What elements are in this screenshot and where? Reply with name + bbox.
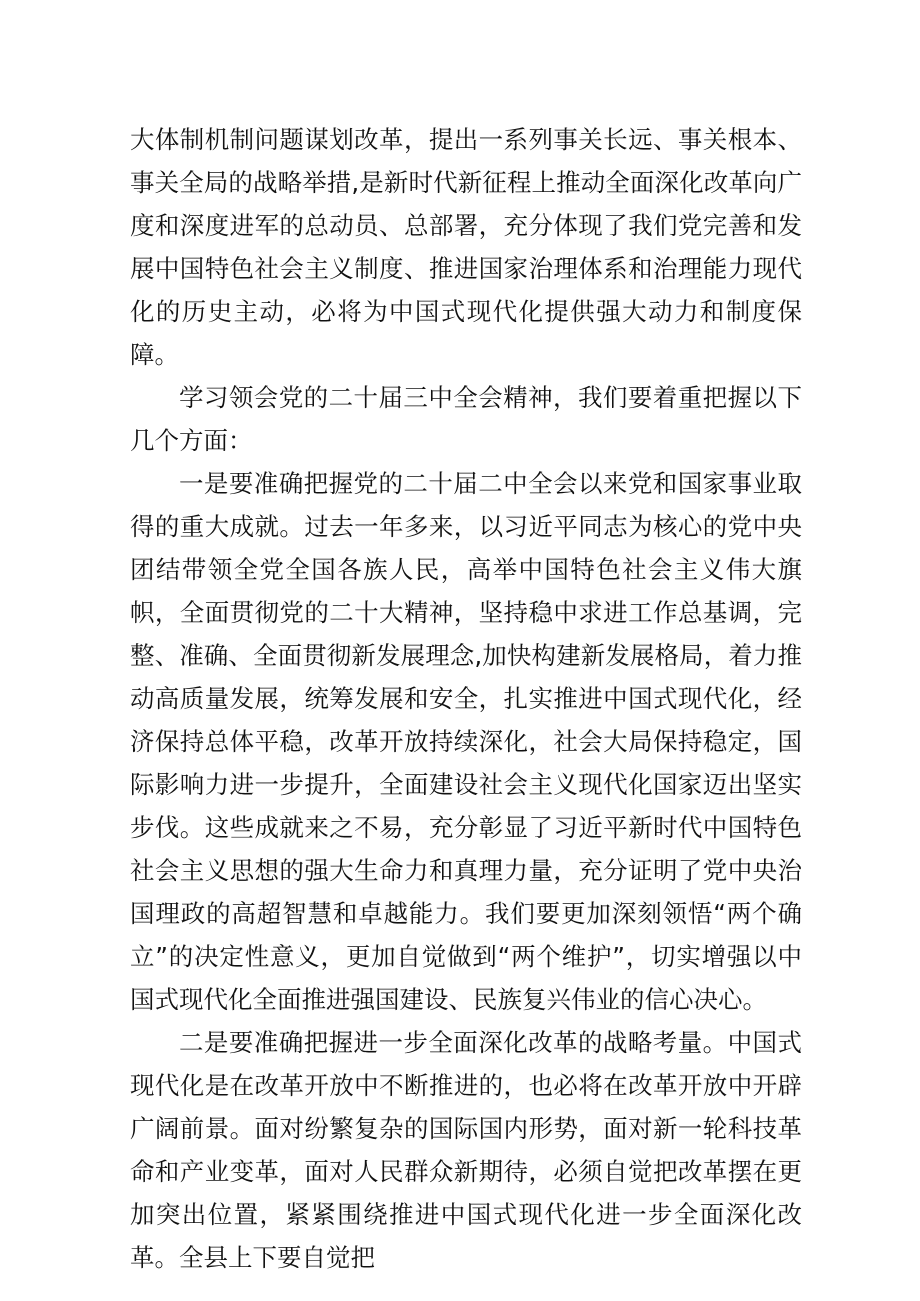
document-body <box>130 118 802 1279</box>
paragraph-intro: 学习领会党的二十届三中全会精神，我们要着重把握以下几个方面： <box>130 383 802 455</box>
paragraph-continuation: 大体制机制问题谋划改革，提出一系列事关长远、事关根本、事关全局的战略举措,是新时代新征程上推动全面深化改革向广度和深度进军的总动员、总部署，充分体现了我们党完善和发展中国特色社会主义制度、推进国家治理体系和治理能力现代化的历史主动，必将为中国式现代化提供强大动力和制度保障。 <box>130 125 802 369</box>
paragraph-point-two: 二是要准确把握进一步全面深化改革的战略考量。中国式现代化是在改革开放中不断推进的，也必将在改革开放中开辟广阔前景。面对纷繁复杂的国际国内形势，面对新一轮科技革命和产业变革，面对人民群众新期待，必须自觉把改革摆在更加突出位置，紧紧围绕推进中国式现代化进一步全面深化改革。全县上下要自觉把 <box>130 1028 802 1272</box>
paragraph-point-one: 一是要准确把握党的二十届二中全会以来党和国家事业取得的重大成就。过去一年多来，以习近平同志为核心的党中央团结带领全党全国各族人民，高举中国特色社会主义伟大旗帜，全面贯彻党的二十大精神，坚持稳中求进工作总基调，完整、准确、全面贯彻新发展理念,加快构建新发展格局，着力推动高质量发展，统筹发展和安全，扎实推进中国式现代化，经济保持总体平稳，改革开放持续深化，社会大局保持稳定，国际影响力进一步提升，全面建设社会主义现代化国家迈出坚实步伐。这些成就来之不易，充分彰显了习近平新时代中国特色社会主义思想的强大生命力和真理力量，充分证明了党中央治国理政的高超智慧和卓越能力。我们要更加深刻领悟“两个确立”的决定性意义，更加自觉做到“两个维护”，切实增强以中国式现代化全面推进强国建设、民族复兴伟业的信心决心。 <box>130 469 802 1014</box>
